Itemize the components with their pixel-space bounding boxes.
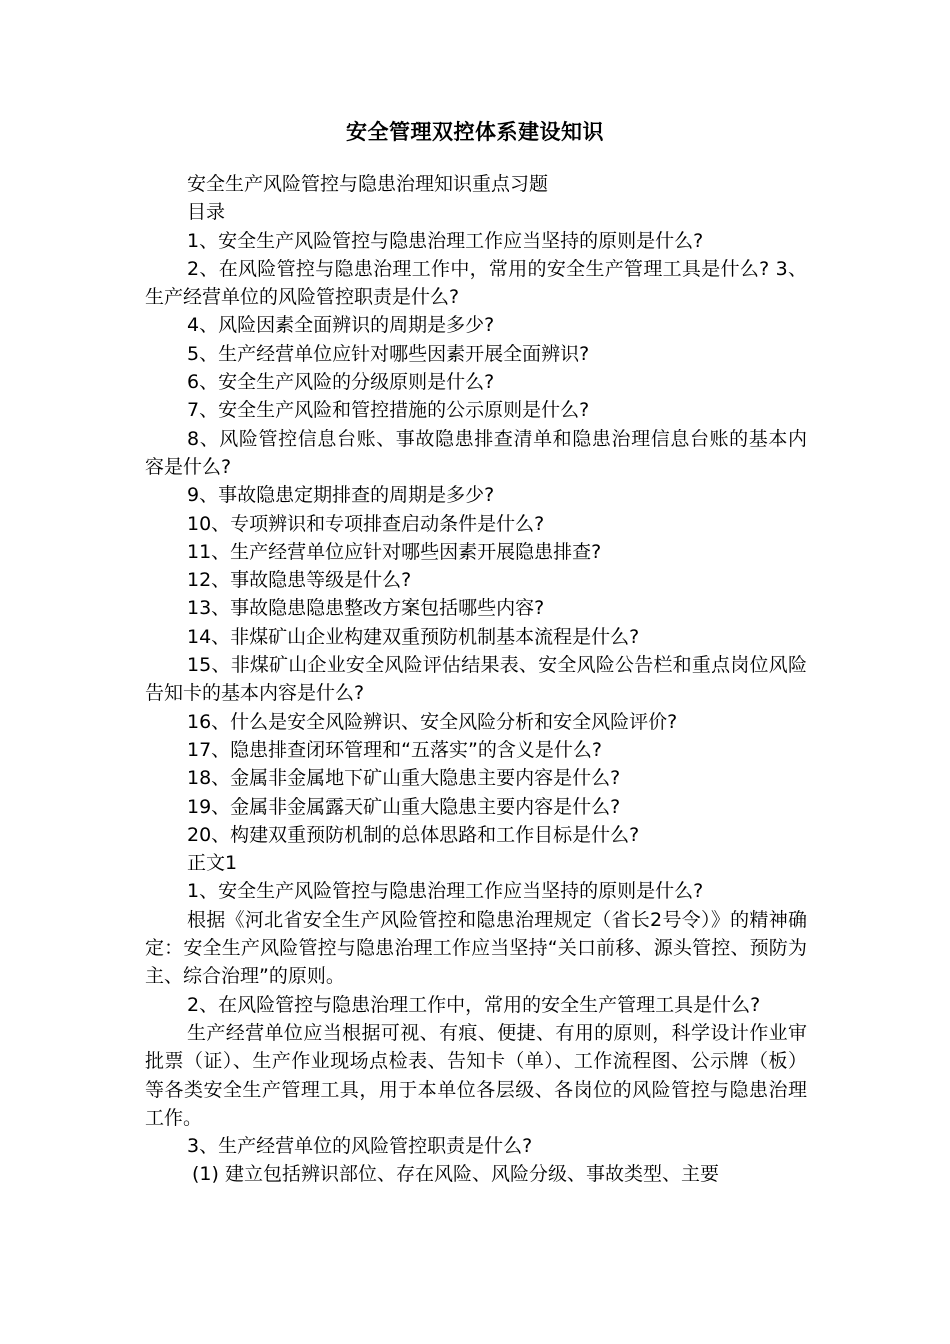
toc-item: 6、安全生产风险的分级原则是什么? bbox=[187, 371, 495, 394]
toc-item: 19、金属非金属露天矿山重大隐患主要内容是什么? bbox=[187, 795, 621, 818]
toc-item: 10、专项辨识和专项排查启动条件是什么? bbox=[187, 512, 545, 535]
answer-paragraph: 生产经营单位应当根据可视、有痕、便捷、有用的原则，科学设计作业审批票（证）、生产作业现场点检表、告知卡（单）、工作流程图、公示牌（板）等各类安全生产管理工具，用于本单位各层级、各岗位的风险管控与隐患治理工作。 bbox=[145, 1021, 807, 1129]
document-title: 安全管理双控体系建设知识 bbox=[346, 120, 604, 144]
toc-item: 9、事故隐患定期排查的周期是多少? bbox=[187, 484, 495, 507]
answer-list-item: (1) 建立包括辨识部位、存在风险、风险分级、事故类型、主要 bbox=[192, 1163, 719, 1186]
question-heading: 3、生产经营单位的风险管控职责是什么? bbox=[187, 1135, 533, 1158]
toc-item: 1、安全生产风险管控与隐患治理工作应当坚持的原则是什么? bbox=[187, 229, 704, 252]
question-heading: 2、在风险管控与隐患治理工作中，常用的安全生产管理工具是什么? bbox=[187, 993, 761, 1016]
section-heading: 安全生产风险管控与隐患治理知识重点习题 bbox=[187, 173, 549, 195]
question-heading: 1、安全生产风险管控与隐患治理工作应当坚持的原则是什么? bbox=[187, 880, 704, 903]
toc-item: 5、生产经营单位应针对哪些因素开展全面辨识? bbox=[187, 342, 590, 365]
toc-item: 18、金属非金属地下矿山重大隐患主要内容是什么? bbox=[187, 767, 621, 790]
toc-heading: 目录 bbox=[187, 201, 226, 224]
toc-item: 17、隐患排查闭环管理和“五落实”的含义是什么? bbox=[187, 738, 602, 761]
toc-item: 16、什么是安全风险辨识、安全风险分析和安全风险评价? bbox=[187, 710, 678, 733]
toc-item: 8、风险管控信息台账、事故隐患排查清单和隐患治理信息台账的基本内容是什么? bbox=[145, 427, 807, 478]
answer-paragraph: 根据《河北省安全生产风险管控和隐患治理规定（省长2号令）》的精神确定：安全生产风险管控与隐患治理工作应当坚持“关口前移、源头管控、预防为主、综合治理”的原则。 bbox=[145, 908, 807, 988]
toc-item: 14、非煤矿山企业构建双重预防机制基本流程是什么? bbox=[187, 625, 640, 648]
toc-item: 15、非煤矿山企业安全风险评估结果表、安全风险公告栏和重点岗位风险告知卡的基本内容是什么? bbox=[145, 654, 807, 705]
toc-item: 2、在风险管控与隐患治理工作中，常用的安全生产管理工具是什么? 3、生产经营单位的风险管控职责是什么? bbox=[145, 257, 807, 309]
toc-item: 12、事故隐患等级是什么? bbox=[187, 569, 412, 592]
document-body bbox=[145, 170, 807, 1189]
toc-item: 4、风险因素全面辨识的周期是多少? bbox=[187, 314, 495, 337]
toc-item: 11、生产经营单位应针对哪些因素开展隐患排查? bbox=[187, 540, 602, 563]
toc-item: 7、安全生产风险和管控措施的公示原则是什么? bbox=[187, 399, 590, 422]
toc-item: 13、事故隐患隐患整改方案包括哪些内容? bbox=[187, 597, 545, 620]
body-heading: 正文1 bbox=[187, 852, 238, 875]
toc-item: 20、构建双重预防机制的总体思路和工作目标是什么? bbox=[187, 823, 640, 846]
